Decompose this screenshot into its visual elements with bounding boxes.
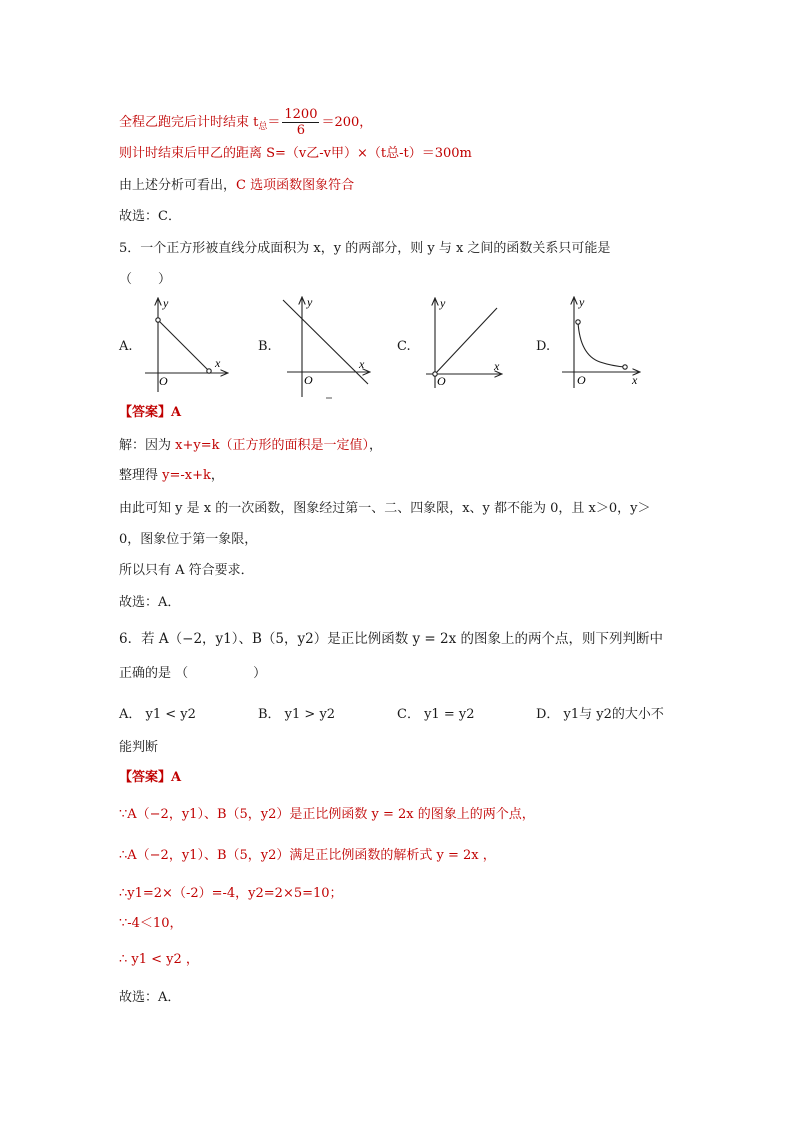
svg-text:x: x xyxy=(632,373,638,387)
graph-d xyxy=(562,297,640,388)
q4-line-2: 则计时结束后甲乙的距离 S=（v乙-v甲）×（t总-t）＝300m xyxy=(119,146,472,161)
svg-text:y: y xyxy=(440,296,446,310)
q6-option-a: A． y1 < y2 xyxy=(119,707,196,722)
q5-option-d-label: D. xyxy=(536,339,551,354)
q6-solution-3: ∴y1=2×（-2）=-4，y2=2×5=10； xyxy=(119,886,343,901)
q6-stem-2: 正确的是 （ ） xyxy=(119,666,267,681)
q6-answer-label: 【答案】A xyxy=(119,770,182,785)
q5-solution-5: 所以只有 A 符合要求． xyxy=(119,563,254,578)
q5-paren: （ ） xyxy=(119,272,172,287)
graph-a xyxy=(145,298,228,392)
q6-solution-4: ∵-4＜10， xyxy=(119,916,183,931)
q5-solution-2: 整理得 y=-x+k， xyxy=(119,468,224,483)
q6-option-d: D． y1与 y2的大小不 xyxy=(536,707,664,722)
graph-b-line xyxy=(283,300,368,384)
q6-solution-2: ∴A（−2，y1）、B（5，y2）满足正比例函数的解析式 y = 2x ， xyxy=(119,848,496,863)
svg-text:O: O xyxy=(577,373,586,387)
svg-text:O: O xyxy=(304,373,313,387)
q5-stem: 5．一个正方形被直线分成面积为 x，y 的两部分，则 y 与 x 之间的函数关系只可能是 xyxy=(119,241,611,256)
q6-stem-1: 6．若 A（−2，y1）、B（5，y2）是正比例函数 y = 2x 的图象上的两个点，则下列判断中 xyxy=(119,631,664,647)
svg-text:x: x xyxy=(215,356,221,370)
svg-text:O: O xyxy=(437,374,446,388)
q6-solution-5: ∴ y1 < y2 ， xyxy=(119,952,199,967)
q5-solution-4: 0，图象位于第一象限， xyxy=(119,532,258,547)
svg-text:y: y xyxy=(579,295,585,309)
q4-line-4: 故选：C． xyxy=(119,209,181,224)
q6-option-d-cont: 能判断 xyxy=(119,740,159,755)
q4-line-1: 全程乙跑完后计时结束 $t_总=$ $\frac{1200}{6}$ ＝200， xyxy=(119,107,373,138)
svg-text:y: y xyxy=(163,296,169,310)
q5-option-a-label: A. xyxy=(119,339,133,354)
q5-answer-label: 【答案】A xyxy=(119,405,182,420)
q6-option-c: C． y1 = y2 xyxy=(397,707,475,722)
fraction: $\frac{1200}{6}$ xyxy=(284,107,318,138)
q5-solution-6: 故选：A． xyxy=(119,595,181,610)
graph-c-line xyxy=(435,308,497,374)
svg-text:O: O xyxy=(159,374,168,388)
graph-a-line xyxy=(158,320,209,371)
graph-d-curve xyxy=(578,322,625,367)
q6-solution-6: 故选：A． xyxy=(119,990,181,1005)
graph-c xyxy=(426,298,502,388)
q4-line-3: 由上述分析可看出，C 选项函数图象符合 xyxy=(119,178,355,193)
svg-text:y: y xyxy=(307,295,313,309)
q6-option-b: B． y1 > y2 xyxy=(258,707,336,722)
q5-option-c-label: C. xyxy=(397,339,411,354)
q5-solution-3: 由此可知 y 是 x 的一次函数，图象经过第一、二、四象限，x、y 都不能为 0，且 x＞0，y＞ xyxy=(119,501,651,516)
q5-option-b-label: B. xyxy=(258,339,272,354)
graph-b xyxy=(283,297,370,397)
q5-solution-1: 解：因为 x+y=k（正方形的面积是一定值）， xyxy=(119,438,382,453)
q6-solution-1: ∵A（−2，y1）、B（5，y2）是正比例函数 y = 2x 的图象上的两个点， xyxy=(119,807,535,822)
svg-text:x: x xyxy=(494,359,500,373)
svg-text:x: x xyxy=(359,357,365,371)
